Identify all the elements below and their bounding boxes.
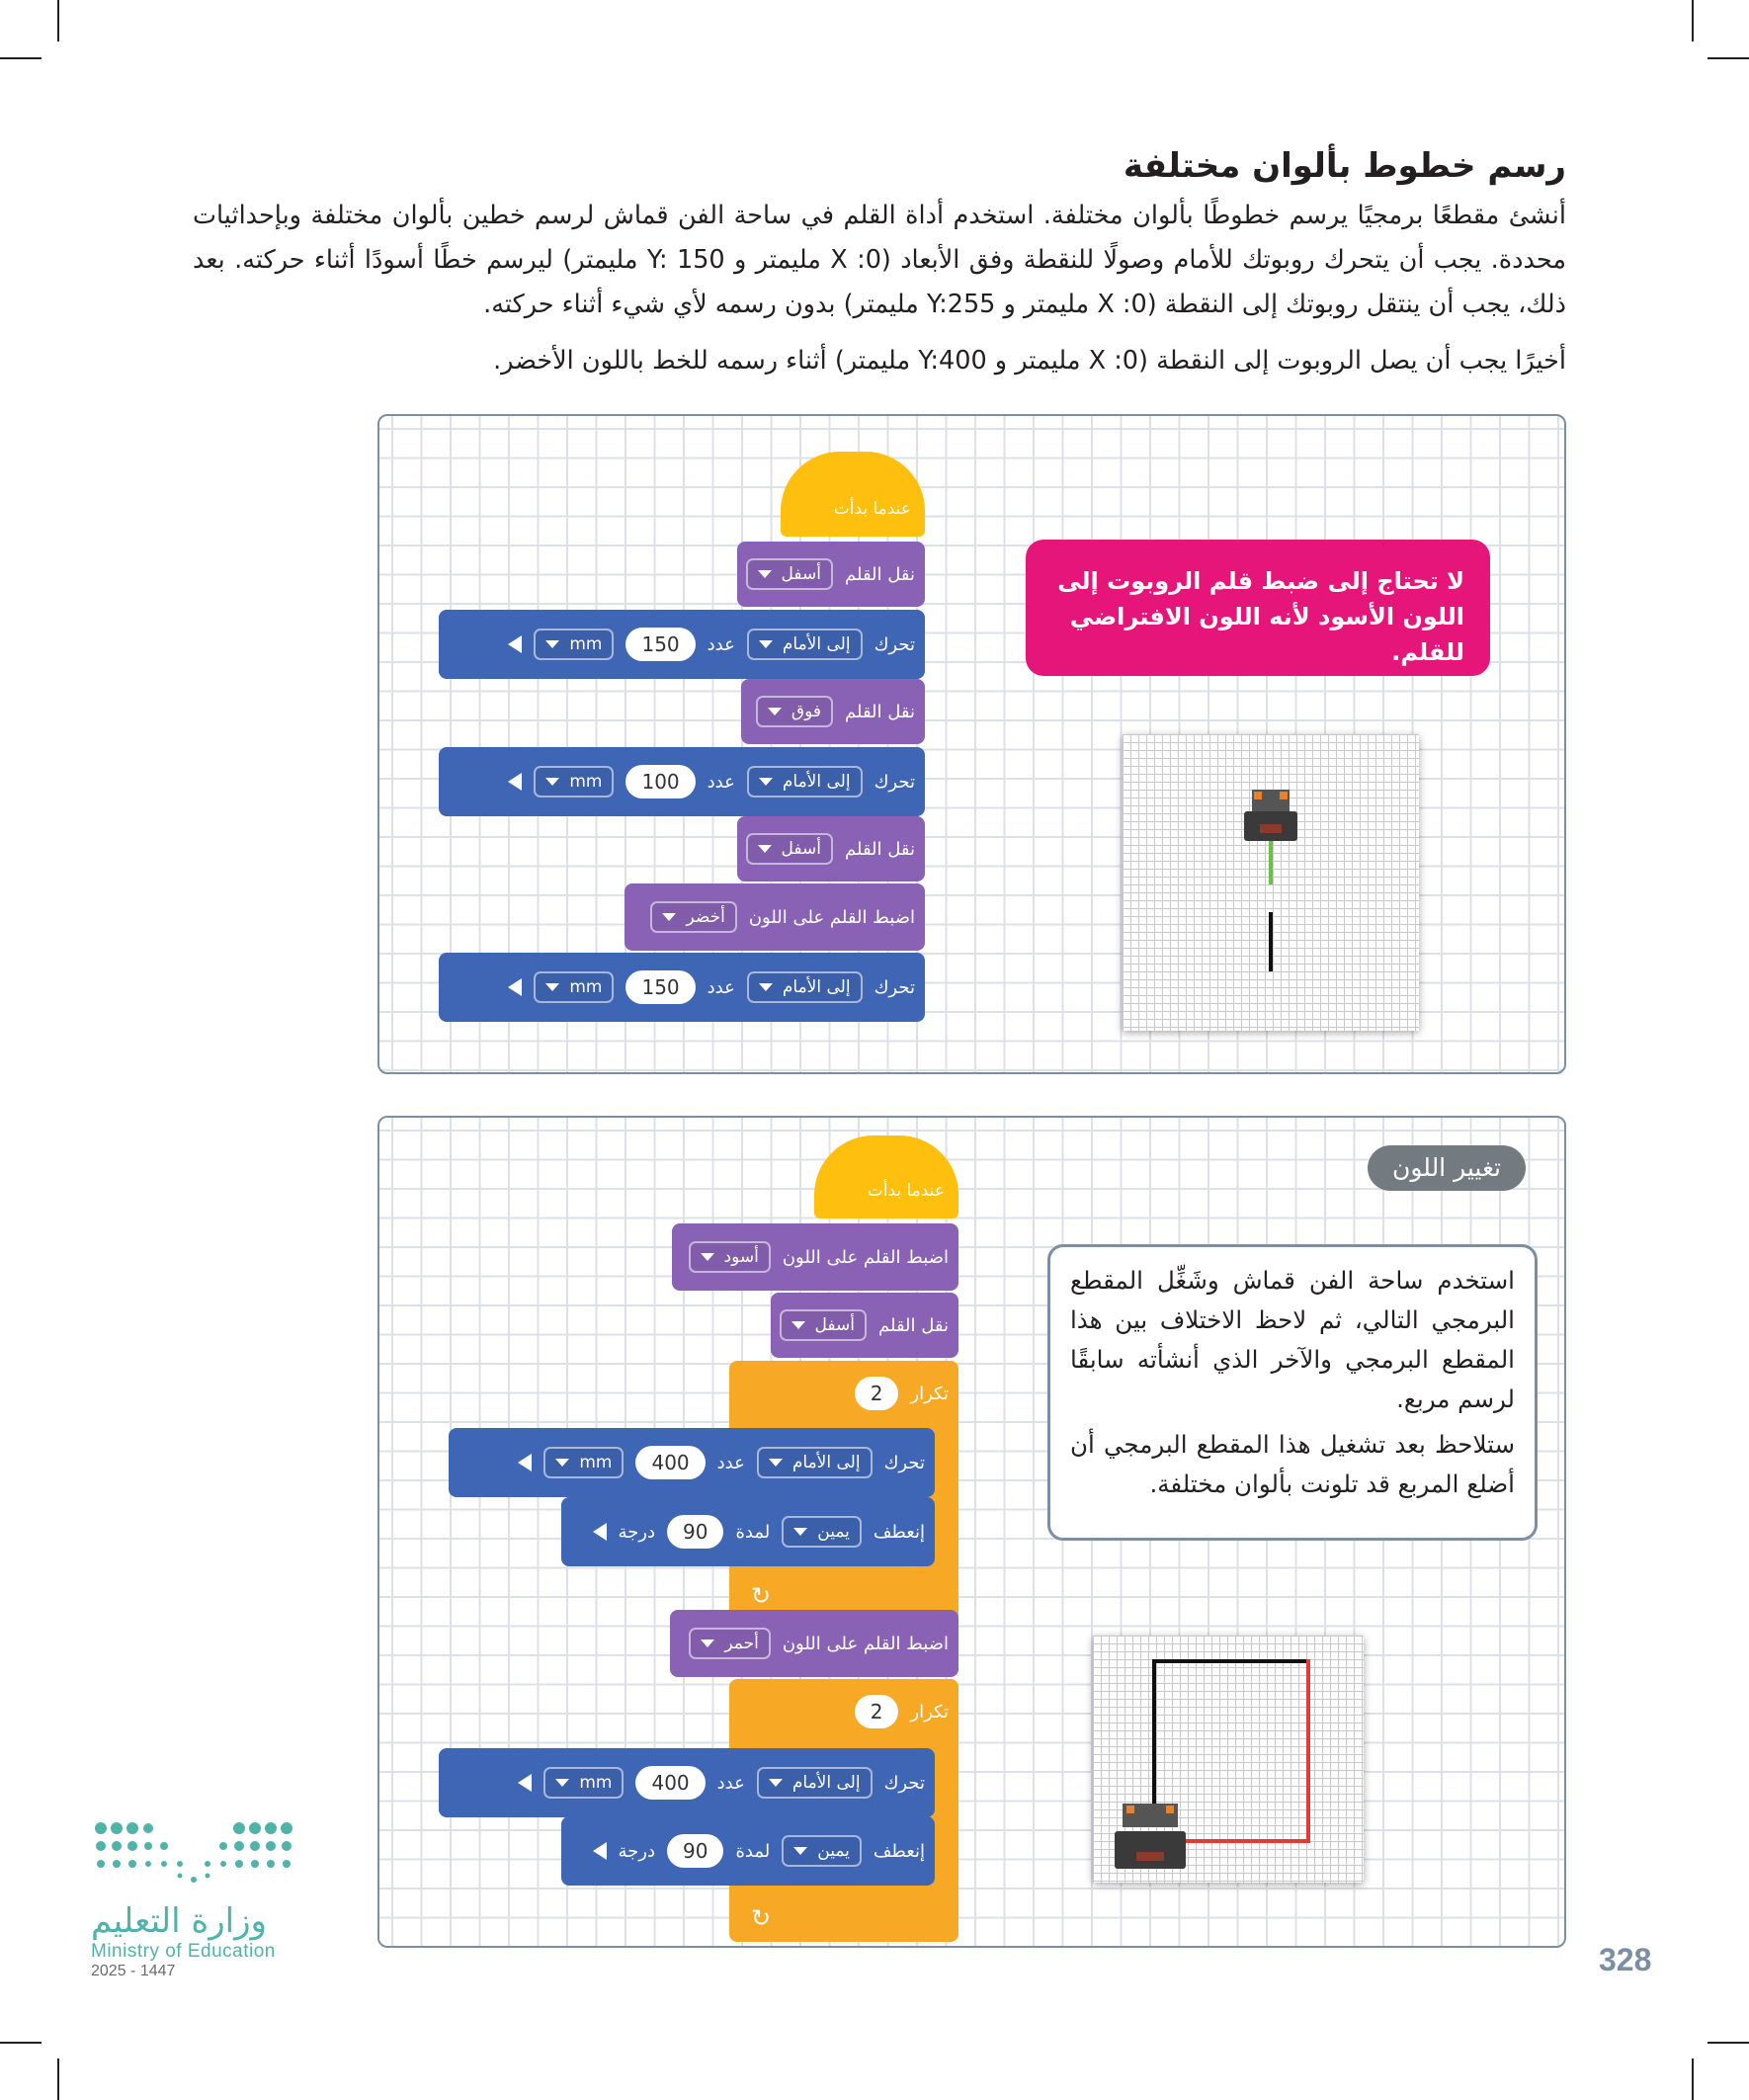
chevron-down-icon: [701, 1253, 714, 1261]
crop-mark: [57, 0, 59, 42]
chevron-down-icon: [793, 1528, 807, 1536]
loop-arrow-icon: ↻: [751, 1904, 772, 1932]
pen-state-dropdown[interactable]: أسفل: [746, 833, 833, 865]
set-pen-color-block[interactable]: اضبط القلم على اللون أحمر: [670, 1610, 958, 1677]
pen-state-dropdown[interactable]: فوق: [756, 696, 833, 727]
repeat-block[interactable]: تكرار 2 ↻: [729, 1679, 958, 1942]
collapse-arrow-icon[interactable]: [518, 1774, 532, 1792]
chevron-down-icon: [791, 1321, 805, 1329]
move-block[interactable]: تحرك إلى الأمام عدد 400 mm: [449, 1428, 935, 1497]
red-line: [1306, 1659, 1310, 1843]
crop-mark: [1692, 0, 1694, 42]
turn-block[interactable]: إنعطف يمين لمدة 90 درجة: [561, 1497, 935, 1566]
pen-state-dropdown[interactable]: أسفل: [746, 558, 833, 590]
distance-input[interactable]: 400: [635, 1446, 705, 1479]
section-heading: رسم خطوط بألوان مختلفة: [1123, 146, 1566, 186]
collapse-arrow-icon[interactable]: [508, 635, 522, 653]
distance-input[interactable]: 150: [625, 628, 695, 661]
observation-note: استخدم ساحة الفن قماش وشَغِّل المقطع البرمجي التالي، ثم لاحظ الاختلاف بين هذا المقطع البرمجي والآخر الذي أنشأته سابقًا لرسم مربع. ستلاحظ بعد تشغيل هذا المقطع البرمجي أن أضلع المربع قد تلونت بألوان مختلفة.: [1047, 1244, 1538, 1541]
intro-paragraph: أنشئ مقطعًا برمجيًا يرسم خطوطًا بألوان مختلفة. استخدم أداة القلم في ساحة الفن قماش لرسم خطين بألوان مختلفة وبإحداثيات محددة. يجب أن يتحرك روبوتك للأمام وصولًا للنقطة وفق الأبعاد (X :0 مليمتر و Y: 150 مليمتر) ليرسم خطًا أسودًا أثناء حركته. بعد ذلك، يجب أن ينتقل روبوتك إلى النقطة (X :0 مليمتر و Y:255 مليمتر) بدون رسمه لأي شيء أثناء حركته.: [193, 201, 1566, 319]
chevron-down-icon: [701, 1639, 714, 1647]
direction-dropdown[interactable]: إلى الأمام: [747, 766, 863, 798]
final-instruction: أخيرًا يجب أن يصل الروبوت إلى النقطة (X :0 مليمتر و Y:400 مليمتر) أثناء رسمه للخط باللون الأخضر.: [493, 346, 1566, 376]
chevron-down-icon: [545, 778, 559, 786]
loop-arrow-icon: ↻: [751, 1582, 772, 1610]
code-panel-2: [377, 1116, 1566, 1948]
robot-icon: [1244, 790, 1297, 841]
turn-block[interactable]: إنعطف يمين لمدة 90 درجة: [561, 1816, 935, 1886]
repeat-block[interactable]: تكرار 2 ↻: [729, 1361, 958, 1622]
art-canvas-preview: [1093, 1636, 1364, 1883]
collapse-arrow-icon[interactable]: [508, 978, 522, 996]
unit-dropdown[interactable]: mm: [534, 766, 614, 798]
set-pen-color-block[interactable]: اضبط القلم على اللون أخضر: [625, 883, 925, 951]
black-line: [1152, 1659, 1310, 1663]
angle-input[interactable]: 90: [667, 1834, 723, 1868]
pen-up-block[interactable]: نقل القلم فوق: [741, 679, 925, 744]
set-pen-color-block[interactable]: اضبط القلم على اللون أسود: [672, 1223, 958, 1291]
logo-dots-icon: [91, 1818, 308, 1897]
unit-dropdown[interactable]: mm: [534, 629, 614, 660]
distance-input[interactable]: 400: [635, 1766, 705, 1800]
chevron-down-icon: [793, 1847, 807, 1855]
ministry-name-en: Ministry of Education: [91, 1941, 276, 1962]
crop-mark: [1707, 2042, 1749, 2044]
pen-down-block[interactable]: نقل القلم أسفل: [771, 1293, 958, 1358]
chevron-down-icon: [662, 913, 676, 921]
distance-input[interactable]: 100: [625, 765, 695, 798]
direction-dropdown[interactable]: إلى الأمام: [747, 629, 863, 660]
unit-dropdown[interactable]: mm: [543, 1447, 624, 1478]
direction-dropdown[interactable]: إلى الأمام: [757, 1447, 873, 1478]
chevron-down-icon: [758, 570, 772, 578]
move-block[interactable]: تحرك إلى الأمام عدد 150 mm: [439, 610, 925, 679]
code-panel-1: [377, 414, 1566, 1074]
chevron-down-icon: [759, 778, 773, 786]
robot-icon: [1115, 1804, 1186, 1869]
crop-mark: [1707, 57, 1749, 59]
event-block[interactable]: عندما بدأت: [814, 1135, 958, 1218]
chevron-down-icon: [759, 640, 773, 648]
ministry-name-ar: وزارة التعليم: [91, 1901, 267, 1941]
collapse-arrow-icon[interactable]: [508, 773, 522, 791]
chevron-down-icon: [768, 708, 782, 715]
tag-label: تغيير اللون: [1368, 1145, 1526, 1191]
pen-down-block[interactable]: نقل القلم أسفل: [737, 542, 925, 607]
color-dropdown[interactable]: أحمر: [689, 1628, 770, 1659]
collapse-arrow-icon[interactable]: [593, 1523, 607, 1541]
green-line: [1269, 837, 1273, 884]
unit-dropdown[interactable]: mm: [543, 1767, 624, 1799]
chevron-down-icon: [769, 1779, 783, 1787]
move-block[interactable]: تحرك إلى الأمام عدد 150 mm: [439, 953, 925, 1022]
angle-input[interactable]: 90: [667, 1515, 723, 1549]
event-block[interactable]: عندما بدأت: [781, 452, 925, 537]
chevron-down-icon: [545, 983, 559, 991]
color-dropdown[interactable]: أخضر: [650, 901, 736, 933]
edition-year: 2025 - 1447: [91, 1963, 176, 1979]
pink-note: لا تحتاج إلى ضبط قلم الروبوت إلى اللون الأسود لأنه اللون الافتراضي للقلم.: [1026, 540, 1490, 676]
turn-direction-dropdown[interactable]: يمين: [782, 1835, 862, 1867]
chevron-down-icon: [758, 845, 772, 853]
crop-mark: [57, 2058, 59, 2100]
chevron-down-icon: [545, 640, 559, 648]
unit-dropdown[interactable]: mm: [534, 971, 614, 1003]
art-canvas-preview: [1123, 734, 1419, 1031]
collapse-arrow-icon[interactable]: [593, 1842, 607, 1860]
chevron-down-icon: [759, 983, 773, 991]
distance-input[interactable]: 150: [625, 970, 695, 1004]
collapse-arrow-icon[interactable]: [518, 1454, 532, 1471]
black-line: [1269, 912, 1273, 971]
repeat-count-input[interactable]: 2: [855, 1695, 899, 1728]
direction-dropdown[interactable]: إلى الأمام: [757, 1767, 873, 1799]
chevron-down-icon: [555, 1779, 569, 1787]
chevron-down-icon: [769, 1459, 783, 1467]
move-block[interactable]: تحرك إلى الأمام عدد 400 mm: [439, 1748, 935, 1817]
crop-mark: [1692, 2058, 1694, 2100]
ministry-logo: [91, 1818, 318, 1980]
move-block[interactable]: تحرك إلى الأمام عدد 100 mm: [439, 747, 925, 816]
page-number: 328: [1599, 1942, 1652, 1977]
chevron-down-icon: [555, 1459, 569, 1467]
repeat-count-input[interactable]: 2: [855, 1377, 899, 1410]
crop-mark: [0, 57, 42, 59]
black-line: [1152, 1659, 1156, 1827]
crop-mark: [0, 2042, 42, 2044]
turn-direction-dropdown[interactable]: يمين: [782, 1516, 862, 1548]
color-dropdown[interactable]: أسود: [689, 1241, 771, 1273]
pen-down-block[interactable]: نقل القلم أسفل: [737, 816, 925, 882]
direction-dropdown[interactable]: إلى الأمام: [747, 971, 863, 1003]
pen-state-dropdown[interactable]: أسفل: [780, 1309, 867, 1341]
